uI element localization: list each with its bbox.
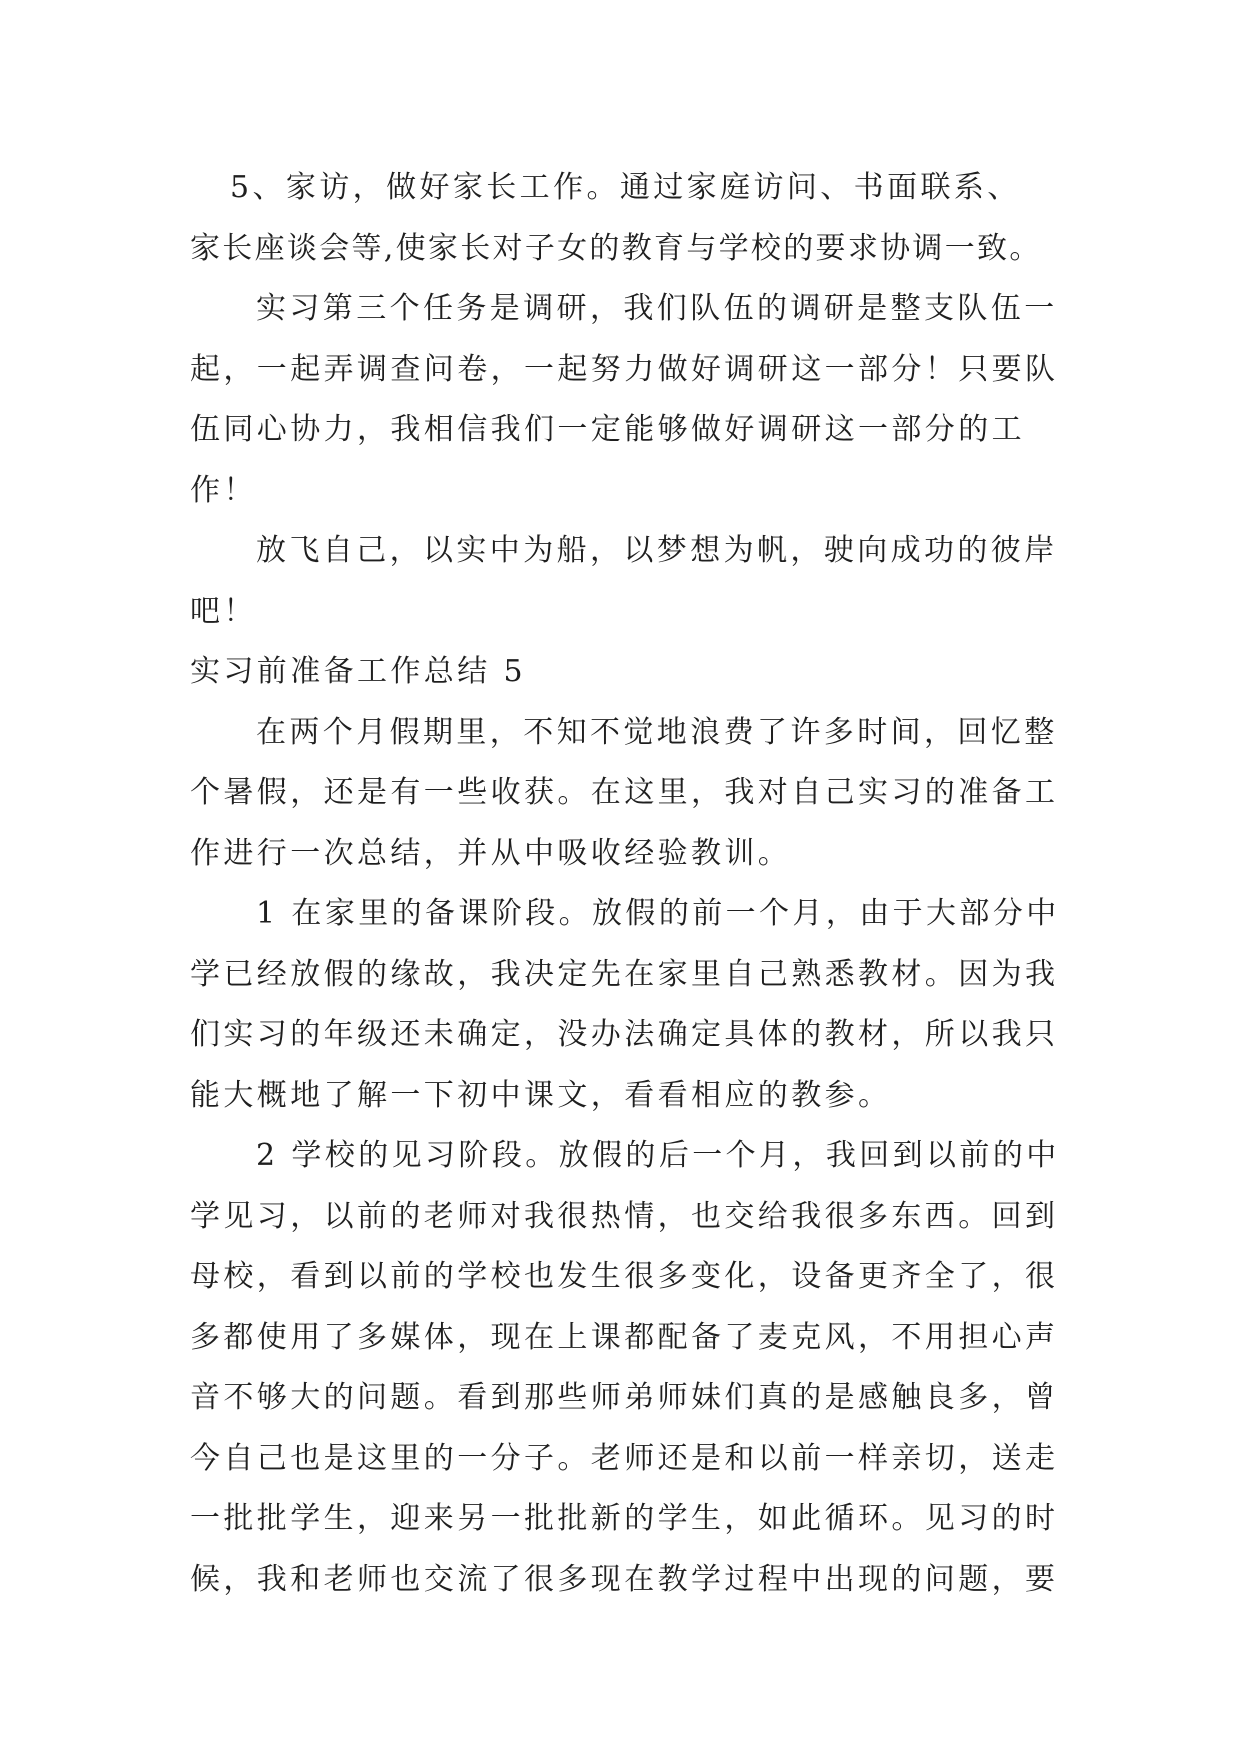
text-line: 作！ xyxy=(190,472,257,508)
paragraph-home-visit xyxy=(190,158,1070,279)
text-line: 作进行一次总结，并从中吸收经验教训。 xyxy=(190,835,792,871)
text-line: 吧！ xyxy=(190,593,257,629)
document-body xyxy=(190,158,1070,1610)
paragraph-set-sail xyxy=(190,521,1070,642)
text-line: 学见习，以前的老师对我很热情，也交给我很多东西。回到 xyxy=(190,1198,1059,1234)
text-line: 5、家访，做好家长工作。通过家庭访问、书面联系、 xyxy=(230,170,1021,205)
text-line: 在两个月假期里，不知不觉地浪费了许多时间，回忆整 xyxy=(256,714,1058,750)
text-line: 家长座谈会等,使家长对子女的教育与学校的要求协调一致。 xyxy=(190,230,1042,266)
text-line: 一批批学生，迎来另一批批新的学生，如此循环。见习的时 xyxy=(190,1501,1059,1536)
paragraph-school-observation xyxy=(190,1126,1070,1610)
text-line: 多都使用了多媒体，现在上课都配备了麦克风，不用担心声 xyxy=(190,1319,1059,1355)
text-line: 个暑假，还是有一些收获。在这里，我对自己实习的准备工 xyxy=(190,775,1059,810)
text-line: 放飞自己，以实中为船，以梦想为帆，驶向成功的彼岸 xyxy=(256,533,1058,568)
text-line: 音不够大的问题。看到那些师弟师妹们真的是感触良多，曾 xyxy=(190,1380,1059,1415)
text-line: 伍同心协力，我相信我们一定能够做好调研这一部分的工 xyxy=(190,412,1025,447)
paragraph-summer-summary xyxy=(190,703,1070,885)
text-line: 学已经放假的缘故，我决定先在家里自己熟悉教材。因为我 xyxy=(190,956,1059,992)
text-line: 母校，看到以前的学校也发生很多变化，设备更齐全了，很 xyxy=(190,1259,1059,1294)
text-line: 实习第三个任务是调研，我们队伍的调研是整支队伍一 xyxy=(256,291,1058,326)
paragraph-lesson-prep xyxy=(190,884,1070,1126)
text-line: 候，我和老师也交流了很多现在教学过程中出现的问题，要 xyxy=(190,1561,1059,1597)
text-line: 能大概地了解一下初中课文，看看相应的教参。 xyxy=(190,1077,892,1113)
text-line: 今自己也是这里的一分子。老师还是和以前一样亲切，送走 xyxy=(190,1440,1059,1476)
text-line: 1 在家里的备课阶段。放假的前一个月，由于大部分中 xyxy=(256,896,1060,931)
text-line: 们实习的年级还未确定，没办法确定具体的教材，所以我只 xyxy=(190,1017,1059,1052)
section-heading xyxy=(190,642,1070,703)
text-line: 起，一起弄调查问卷，一起努力做好调研这一部分！只要队 xyxy=(190,351,1059,387)
paragraph-research-task xyxy=(190,279,1070,521)
text-line: 2 学校的见习阶段。放假的后一个月，我回到以前的中 xyxy=(256,1138,1060,1173)
heading-text: 实习前准备工作总结 5 xyxy=(190,654,527,689)
